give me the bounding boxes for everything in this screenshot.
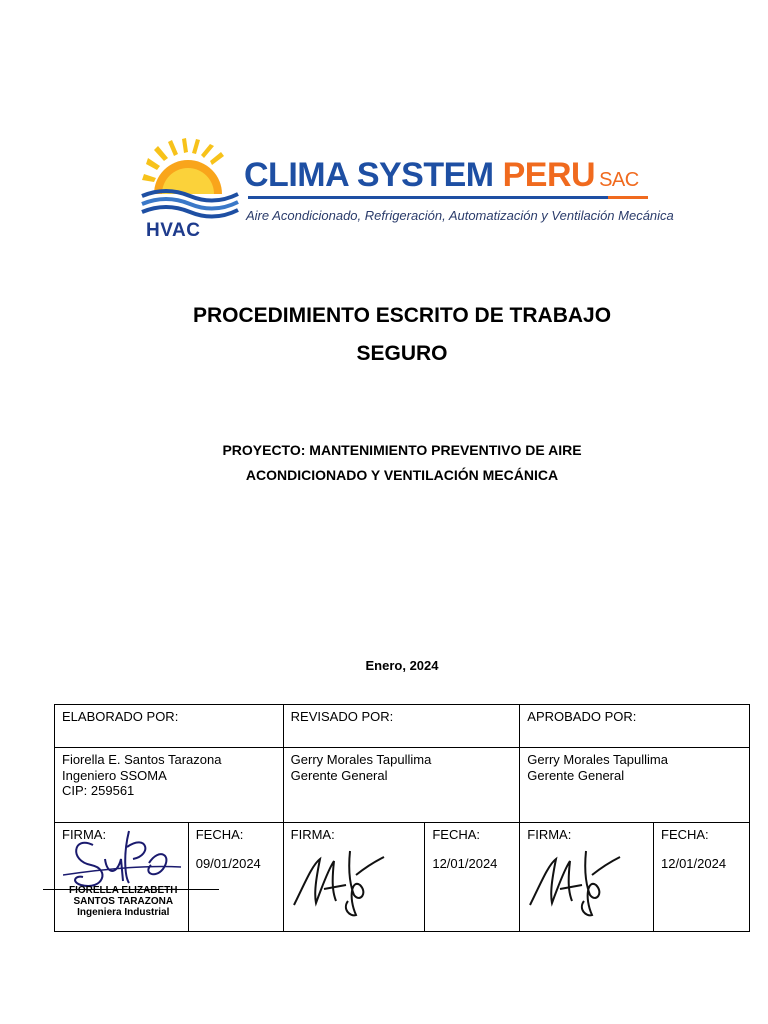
elaborado-cip: CIP: 259561 <box>62 783 135 798</box>
document-date: Enero, 2024 <box>365 658 439 673</box>
logo-underline-blue <box>248 196 608 199</box>
elaborado-fecha-value: 09/01/2024 <box>195 856 261 871</box>
logo-brand-name <box>244 156 639 195</box>
logo-underline-orange <box>608 196 648 199</box>
aprobado-fecha-value: 12/01/2024 <box>661 856 727 871</box>
document-title-line-1: PROCEDIMIENTO ESCRITO DE TRABAJO <box>192 304 612 327</box>
elaborado-fecha-label: FECHA: <box>195 827 244 842</box>
revisado-header: REVISADO POR: <box>283 705 520 748</box>
approval-info-row <box>55 748 750 823</box>
revisado-firma-label: FIRMA: <box>290 827 335 842</box>
approval-table <box>54 704 750 932</box>
aprobado-name: Gerry Morales Tapullima <box>527 752 668 767</box>
approval-signature-row <box>55 823 750 932</box>
revisado-fecha-cell <box>425 823 520 932</box>
brand-part-3: SAC <box>599 169 639 191</box>
aprobado-role: Gerente General <box>527 767 625 783</box>
approval-header-row <box>55 705 750 748</box>
elaborado-role: Ingeniero SSOMA <box>62 767 167 783</box>
stamp-line-3: Ingeniera Industrial <box>77 907 170 918</box>
revisado-signature <box>290 845 390 919</box>
elaborado-name: Fiorella E. Santos Tarazona <box>62 752 222 767</box>
brand-part-2: PERU <box>502 156 596 194</box>
aprobado-fecha-cell <box>654 823 750 932</box>
sun-waves-icon <box>136 136 246 226</box>
revisado-fecha-value: 12/01/2024 <box>432 856 498 871</box>
aprobado-firma-cell <box>520 823 654 932</box>
brand-part-1: CLIMA SYSTEM <box>244 156 494 194</box>
logo-tagline: Aire Acondicionado, Refrigeración, Automatización y Ventilación Mecánica <box>246 208 674 223</box>
revisado-firma-cell <box>283 823 425 932</box>
elaborado-header: ELABORADO POR: <box>55 705 284 748</box>
stamp-line-2: SANTOS TARAZONA <box>73 896 174 907</box>
revisado-name: Gerry Morales Tapullima <box>290 752 432 767</box>
aprobado-signature <box>526 845 626 919</box>
aprobado-info <box>520 748 750 823</box>
revisado-info <box>283 748 520 823</box>
project-line-2: ACONDICIONADO Y VENTILACIÓN MECÁNICA <box>245 467 559 483</box>
revisado-role: Gerente General <box>290 767 388 783</box>
aprobado-fecha-label: FECHA: <box>661 827 709 842</box>
elaborado-fecha-cell <box>188 823 283 932</box>
document-title-line-2: SEGURO <box>356 342 448 365</box>
company-logo <box>136 136 674 246</box>
elaborado-firma-label: FIRMA: <box>62 827 107 842</box>
revisado-fecha-label: FECHA: <box>432 827 481 842</box>
project-line-1: PROYECTO: MANTENIMIENTO PREVENTIVO DE AIRE <box>222 442 582 458</box>
logo-hvac-text: HVAC <box>146 220 201 241</box>
elaborado-info <box>55 748 284 823</box>
aprobado-firma-label: FIRMA: <box>527 827 572 842</box>
elaborado-signature <box>63 825 183 893</box>
aprobado-header: APROBADO POR: <box>520 705 750 748</box>
stamp-line-1: FIORELLA ELIZABETH <box>69 885 178 896</box>
signature-stamp <box>69 885 178 918</box>
elaborado-firma-cell <box>55 823 189 932</box>
